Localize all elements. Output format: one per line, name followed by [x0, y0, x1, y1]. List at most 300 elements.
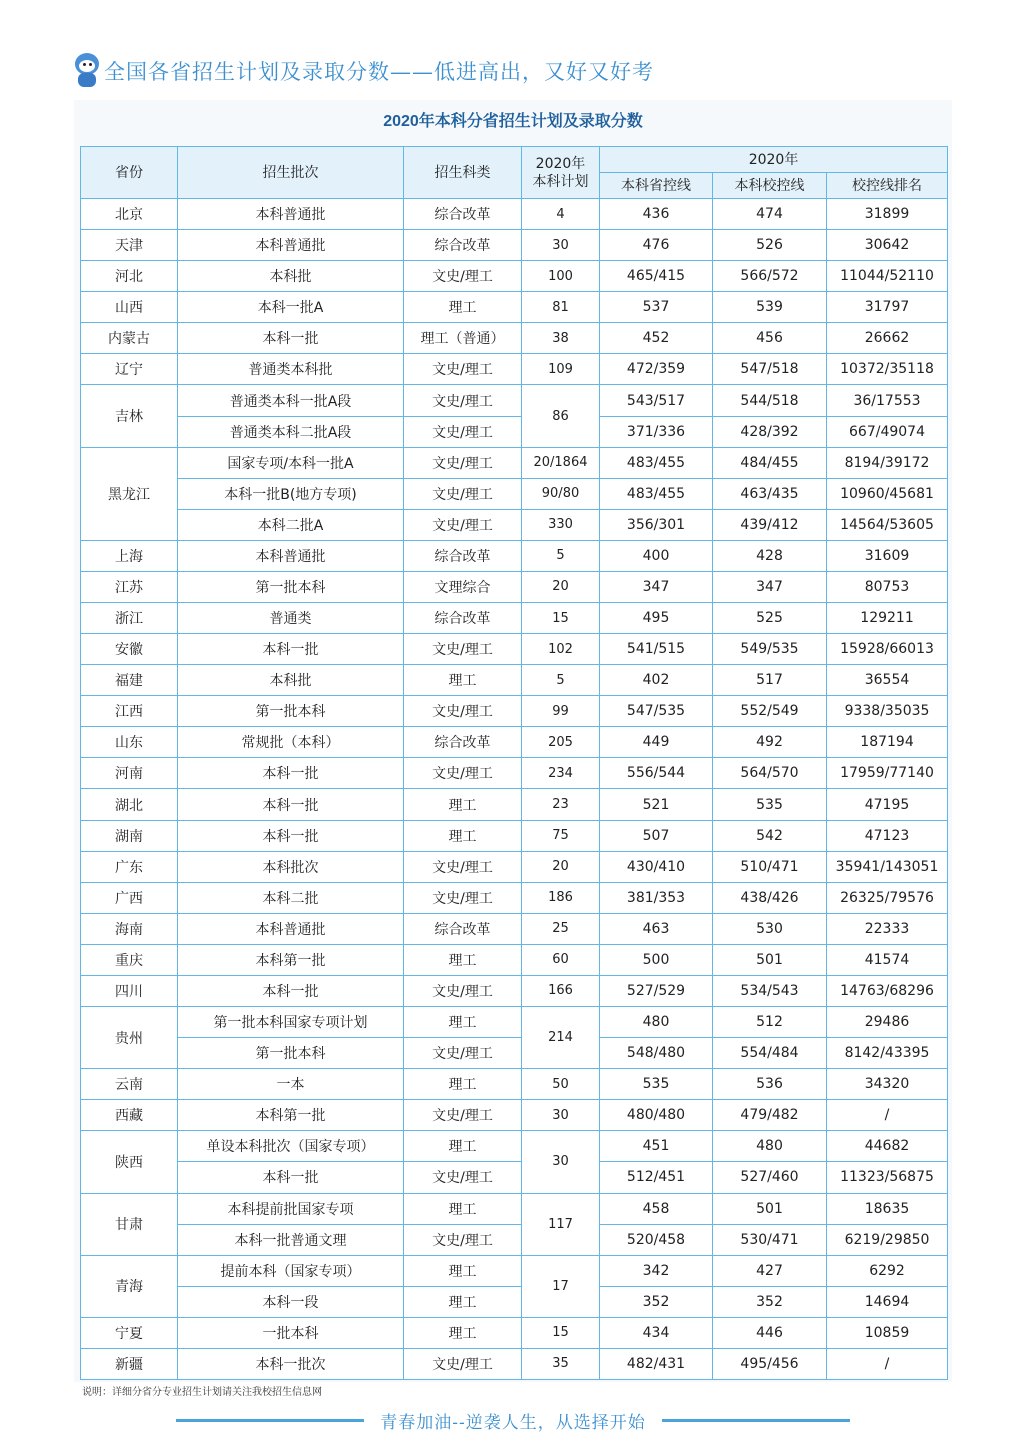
cell-school-line: 352 — [713, 1286, 827, 1317]
cell-prov-line: 548/480 — [600, 1038, 713, 1069]
cell-plan: 15 — [522, 603, 600, 634]
cell-province: 浙江 — [81, 603, 178, 634]
cell-rank: 18635 — [827, 1193, 948, 1224]
cell-plan: 166 — [522, 975, 600, 1006]
cell-rank: 47123 — [827, 820, 948, 851]
mascot-icon — [72, 51, 102, 91]
cell-rank: / — [827, 1100, 948, 1131]
footer-line-left — [176, 1419, 364, 1422]
cell-rank: 34320 — [827, 1069, 948, 1100]
cell-batch: 本科一批 — [178, 634, 404, 665]
table-row — [81, 1162, 948, 1193]
cell-prov-line: 352 — [600, 1286, 713, 1317]
cell-province: 江西 — [81, 696, 178, 727]
cell-plan: 30 — [522, 230, 600, 261]
table-row — [81, 292, 948, 323]
table-row — [81, 1100, 948, 1131]
cell-prov-line: 430/410 — [600, 851, 713, 882]
cell-plan: 86 — [522, 385, 600, 447]
cell-category: 理工 — [404, 1255, 522, 1286]
cell-school-line: 446 — [713, 1317, 827, 1348]
cell-prov-line: 371/336 — [600, 416, 713, 447]
cell-school-line: 549/535 — [713, 634, 827, 665]
cell-batch: 一本 — [178, 1069, 404, 1100]
cell-category: 文史/理工 — [404, 1038, 522, 1069]
cell-batch: 本科一批B(地方专项) — [178, 478, 404, 509]
cell-batch: 一批本科 — [178, 1317, 404, 1348]
cell-category: 文史/理工 — [404, 509, 522, 540]
table-row — [81, 975, 948, 1006]
cell-school-line: 536 — [713, 1069, 827, 1100]
table-row — [81, 820, 948, 851]
cell-school-line: 428 — [713, 540, 827, 571]
cell-batch: 普通类本科批 — [178, 354, 404, 385]
cell-category: 综合改革 — [404, 540, 522, 571]
cell-prov-line: 537 — [600, 292, 713, 323]
footnote: 说明：详细分省分专业招生计划请关注我校招生信息网 — [82, 1387, 322, 1398]
cell-prov-line: 495 — [600, 603, 713, 634]
cell-province: 西藏 — [81, 1100, 178, 1131]
cell-prov-line: 547/535 — [600, 696, 713, 727]
cell-rank: 129211 — [827, 603, 948, 634]
cell-plan: 30 — [522, 1131, 600, 1193]
cell-province: 黑龙江 — [81, 447, 178, 540]
table-row — [81, 540, 948, 571]
col-plan — [522, 147, 600, 199]
cell-plan: 214 — [522, 1007, 600, 1069]
cell-category: 文史/理工 — [404, 354, 522, 385]
cell-plan: 35 — [522, 1348, 600, 1379]
cell-rank: 8194/39172 — [827, 447, 948, 478]
cell-batch: 本科一批 — [178, 820, 404, 851]
cell-school-line: 542 — [713, 820, 827, 851]
cell-batch: 本科第一批 — [178, 944, 404, 975]
cell-batch: 本科提前批国家专项 — [178, 1193, 404, 1224]
cell-school-line: 501 — [713, 944, 827, 975]
cell-province: 山东 — [81, 727, 178, 758]
cell-plan: 20 — [522, 571, 600, 602]
cell-plan: 60 — [522, 944, 600, 975]
cell-prov-line: 535 — [600, 1069, 713, 1100]
cell-batch: 第一批本科 — [178, 571, 404, 602]
table-row — [81, 944, 948, 975]
cell-category: 文史/理工 — [404, 1162, 522, 1193]
cell-province: 广东 — [81, 851, 178, 882]
cell-school-line: 566/572 — [713, 261, 827, 292]
cell-batch: 本科一批次 — [178, 1348, 404, 1379]
cell-rank: 667/49074 — [827, 416, 948, 447]
cell-batch: 本科一批普通文理 — [178, 1224, 404, 1255]
cell-plan: 75 — [522, 820, 600, 851]
cell-school-line: 535 — [713, 789, 827, 820]
cell-rank: 8142/43395 — [827, 1038, 948, 1069]
cell-province: 四川 — [81, 975, 178, 1006]
cell-school-line: 439/412 — [713, 509, 827, 540]
cell-batch: 本科批 — [178, 665, 404, 696]
cell-prov-line: 434 — [600, 1317, 713, 1348]
cell-rank: 31609 — [827, 540, 948, 571]
admission-table — [80, 146, 948, 1380]
cell-rank: 26662 — [827, 323, 948, 354]
cell-batch: 本科一批A — [178, 292, 404, 323]
cell-school-line: 479/482 — [713, 1100, 827, 1131]
cell-category: 文史/理工 — [404, 1224, 522, 1255]
table-row — [81, 789, 948, 820]
cell-category: 理工 — [404, 292, 522, 323]
cell-rank: 80753 — [827, 571, 948, 602]
cell-plan: 234 — [522, 758, 600, 789]
cell-school-line: 427 — [713, 1255, 827, 1286]
table-row — [81, 1255, 948, 1286]
col-school-line: 本科校控线 — [713, 173, 827, 199]
table-row — [81, 385, 948, 416]
cell-plan: 30 — [522, 1100, 600, 1131]
cell-category: 文史/理工 — [404, 696, 522, 727]
cell-batch: 提前本科（国家专项） — [178, 1255, 404, 1286]
cell-prov-line: 520/458 — [600, 1224, 713, 1255]
cell-plan: 5 — [522, 540, 600, 571]
cell-prov-line: 356/301 — [600, 509, 713, 540]
cell-province: 辽宁 — [81, 354, 178, 385]
cell-rank: 35941/143051 — [827, 851, 948, 882]
cell-category: 文史/理工 — [404, 758, 522, 789]
cell-school-line: 517 — [713, 665, 827, 696]
table-row — [81, 323, 948, 354]
cell-batch: 国家专项/本科一批A — [178, 447, 404, 478]
cell-plan: 99 — [522, 696, 600, 727]
cell-plan: 205 — [522, 727, 600, 758]
cell-batch: 本科一批 — [178, 1162, 404, 1193]
cell-category: 文史/理工 — [404, 447, 522, 478]
cell-batch: 普通类本科一批A段 — [178, 385, 404, 416]
cell-school-line: 428/392 — [713, 416, 827, 447]
cell-rank: 10960/45681 — [827, 478, 948, 509]
cell-batch: 第一批本科 — [178, 696, 404, 727]
cell-category: 综合改革 — [404, 603, 522, 634]
cell-province: 重庆 — [81, 944, 178, 975]
cell-batch: 普通类本科二批A段 — [178, 416, 404, 447]
table-row — [81, 230, 948, 261]
cell-prov-line: 458 — [600, 1193, 713, 1224]
cell-plan: 100 — [522, 261, 600, 292]
cell-school-line: 463/435 — [713, 478, 827, 509]
cell-prov-line: 436 — [600, 199, 713, 230]
footer-line-right — [662, 1419, 850, 1422]
cell-batch: 单设本科批次（国家专项） — [178, 1131, 404, 1162]
cell-category: 综合改革 — [404, 199, 522, 230]
cell-category: 理工 — [404, 1317, 522, 1348]
cell-plan: 50 — [522, 1069, 600, 1100]
cell-batch: 本科普通批 — [178, 540, 404, 571]
cell-school-line: 530 — [713, 913, 827, 944]
cell-school-line: 554/484 — [713, 1038, 827, 1069]
cell-prov-line: 381/353 — [600, 882, 713, 913]
col-plan-year: 2020年 — [535, 155, 586, 172]
cell-province: 宁夏 — [81, 1317, 178, 1348]
cell-rank: 17959/77140 — [827, 758, 948, 789]
cell-province: 上海 — [81, 540, 178, 571]
col-rank: 校控线排名 — [827, 173, 948, 199]
cell-prov-line: 521 — [600, 789, 713, 820]
cell-school-line: 526 — [713, 230, 827, 261]
table-row — [81, 1131, 948, 1162]
cell-school-line: 501 — [713, 1193, 827, 1224]
table-row — [81, 1038, 948, 1069]
cell-rank: 22333 — [827, 913, 948, 944]
cell-batch: 本科一批 — [178, 323, 404, 354]
header-title: 全国各省招生计划及录取分数——低进高出，又好又好考 — [104, 60, 654, 84]
table-row — [81, 478, 948, 509]
cell-school-line: 474 — [713, 199, 827, 230]
cell-batch: 常规批（本科） — [178, 727, 404, 758]
cell-batch: 第一批本科 — [178, 1038, 404, 1069]
cell-prov-line: 543/517 — [600, 385, 713, 416]
cell-category: 理工（普通） — [404, 323, 522, 354]
cell-rank: 41574 — [827, 944, 948, 975]
cell-province: 江苏 — [81, 571, 178, 602]
cell-category: 文史/理工 — [404, 1348, 522, 1379]
table-row — [81, 882, 948, 913]
cell-school-line: 512 — [713, 1007, 827, 1038]
cell-province: 福建 — [81, 665, 178, 696]
cell-category: 文史/理工 — [404, 882, 522, 913]
cell-province: 甘肃 — [81, 1193, 178, 1255]
cell-prov-line: 556/544 — [600, 758, 713, 789]
cell-province: 北京 — [81, 199, 178, 230]
cell-rank: 6292 — [827, 1255, 948, 1286]
cell-province: 云南 — [81, 1069, 178, 1100]
cell-category: 综合改革 — [404, 913, 522, 944]
cell-rank: 14763/68296 — [827, 975, 948, 1006]
cell-batch: 第一批本科国家专项计划 — [178, 1007, 404, 1038]
table-row — [81, 1224, 948, 1255]
cell-school-line: 564/570 — [713, 758, 827, 789]
page-footer — [176, 1406, 850, 1434]
cell-province: 内蒙古 — [81, 323, 178, 354]
cell-batch: 本科批次 — [178, 851, 404, 882]
cell-school-line: 495/456 — [713, 1348, 827, 1379]
table-row — [81, 913, 948, 944]
cell-plan: 4 — [522, 199, 600, 230]
cell-batch: 本科普通批 — [178, 230, 404, 261]
table-row — [81, 261, 948, 292]
cell-rank: 9338/35035 — [827, 696, 948, 727]
cell-plan: 186 — [522, 882, 600, 913]
cell-school-line: 525 — [713, 603, 827, 634]
cell-category: 理工 — [404, 1131, 522, 1162]
cell-prov-line: 400 — [600, 540, 713, 571]
cell-batch: 普通类 — [178, 603, 404, 634]
cell-prov-line: 476 — [600, 230, 713, 261]
cell-rank: 31797 — [827, 292, 948, 323]
cell-prov-line: 472/359 — [600, 354, 713, 385]
cell-prov-line: 500 — [600, 944, 713, 975]
cell-plan: 15 — [522, 1317, 600, 1348]
cell-school-line: 552/549 — [713, 696, 827, 727]
table-row — [81, 1193, 948, 1224]
cell-prov-line: 452 — [600, 323, 713, 354]
cell-school-line: 492 — [713, 727, 827, 758]
cell-prov-line: 480/480 — [600, 1100, 713, 1131]
cell-rank: / — [827, 1348, 948, 1379]
cell-rank: 14694 — [827, 1286, 948, 1317]
cell-batch: 本科二批A — [178, 509, 404, 540]
cell-category: 理工 — [404, 1286, 522, 1317]
cell-prov-line: 342 — [600, 1255, 713, 1286]
cell-plan: 38 — [522, 323, 600, 354]
cell-rank: 26325/79576 — [827, 882, 948, 913]
page-header — [72, 48, 654, 94]
cell-province: 湖南 — [81, 820, 178, 851]
cell-rank: 14564/53605 — [827, 509, 948, 540]
cell-province: 天津 — [81, 230, 178, 261]
cell-prov-line: 463 — [600, 913, 713, 944]
cell-province: 广西 — [81, 882, 178, 913]
cell-school-line: 456 — [713, 323, 827, 354]
cell-rank: 31899 — [827, 199, 948, 230]
cell-rank: 10859 — [827, 1317, 948, 1348]
table-row — [81, 1348, 948, 1379]
cell-province: 海南 — [81, 913, 178, 944]
cell-category: 文理综合 — [404, 571, 522, 602]
cell-category: 理工 — [404, 944, 522, 975]
cell-prov-line: 482/431 — [600, 1348, 713, 1379]
cell-province: 安徽 — [81, 634, 178, 665]
col-prov-line: 本科省控线 — [600, 173, 713, 199]
col-province: 省份 — [81, 147, 178, 199]
cell-plan: 25 — [522, 913, 600, 944]
cell-prov-line: 512/451 — [600, 1162, 713, 1193]
cell-prov-line: 480 — [600, 1007, 713, 1038]
table-row — [81, 665, 948, 696]
col-category: 招生科类 — [404, 147, 522, 199]
cell-school-line: 347 — [713, 571, 827, 602]
cell-rank: 15928/66013 — [827, 634, 948, 665]
table-row — [81, 416, 948, 447]
table-row — [81, 634, 948, 665]
cell-category: 综合改革 — [404, 727, 522, 758]
cell-category: 理工 — [404, 1007, 522, 1038]
col-batch: 招生批次 — [178, 147, 404, 199]
cell-plan: 102 — [522, 634, 600, 665]
table-row — [81, 447, 948, 478]
cell-prov-line: 451 — [600, 1131, 713, 1162]
cell-batch: 本科一批 — [178, 758, 404, 789]
cell-batch: 本科一批 — [178, 789, 404, 820]
cell-school-line: 539 — [713, 292, 827, 323]
cell-plan: 5 — [522, 665, 600, 696]
cell-category: 文史/理工 — [404, 634, 522, 665]
cell-school-line: 510/471 — [713, 851, 827, 882]
cell-plan: 330 — [522, 509, 600, 540]
cell-plan: 81 — [522, 292, 600, 323]
cell-category: 文史/理工 — [404, 1100, 522, 1131]
cell-prov-line: 541/515 — [600, 634, 713, 665]
cell-category: 文史/理工 — [404, 261, 522, 292]
cell-prov-line: 507 — [600, 820, 713, 851]
cell-rank: 6219/29850 — [827, 1224, 948, 1255]
cell-prov-line: 347 — [600, 571, 713, 602]
cell-plan: 117 — [522, 1193, 600, 1255]
cell-category: 理工 — [404, 820, 522, 851]
cell-plan: 17 — [522, 1255, 600, 1317]
cell-school-line: 438/426 — [713, 882, 827, 913]
cell-category: 理工 — [404, 665, 522, 696]
footer-slogan: 青春加油--逆袭人生，从选择开始 — [380, 1412, 646, 1433]
cell-school-line: 484/455 — [713, 447, 827, 478]
cell-batch: 本科第一批 — [178, 1100, 404, 1131]
cell-province: 新疆 — [81, 1348, 178, 1379]
table-row — [81, 727, 948, 758]
cell-rank: 29486 — [827, 1007, 948, 1038]
col-plan-label: 本科计划 — [532, 173, 589, 190]
table-row — [81, 851, 948, 882]
cell-school-line: 547/518 — [713, 354, 827, 385]
table-row — [81, 509, 948, 540]
cell-province: 湖北 — [81, 789, 178, 820]
cell-province: 青海 — [81, 1255, 178, 1317]
cell-rank: 36554 — [827, 665, 948, 696]
cell-plan: 90/80 — [522, 478, 600, 509]
cell-category: 综合改革 — [404, 230, 522, 261]
table-row — [81, 1317, 948, 1348]
cell-prov-line: 402 — [600, 665, 713, 696]
table-row — [81, 758, 948, 789]
cell-rank: 47195 — [827, 789, 948, 820]
table-row — [81, 603, 948, 634]
cell-rank: 10372/35118 — [827, 354, 948, 385]
cell-province: 山西 — [81, 292, 178, 323]
cell-province: 河南 — [81, 758, 178, 789]
cell-category: 文史/理工 — [404, 385, 522, 416]
cell-rank: 11044/52110 — [827, 261, 948, 292]
cell-batch: 本科一批 — [178, 975, 404, 1006]
cell-prov-line: 449 — [600, 727, 713, 758]
cell-category: 文史/理工 — [404, 416, 522, 447]
cell-province: 陕西 — [81, 1131, 178, 1193]
cell-prov-line: 483/455 — [600, 447, 713, 478]
table-row — [81, 199, 948, 230]
cell-rank: 187194 — [827, 727, 948, 758]
cell-prov-line: 465/415 — [600, 261, 713, 292]
cell-category: 理工 — [404, 789, 522, 820]
table-row — [81, 1007, 948, 1038]
cell-plan: 109 — [522, 354, 600, 385]
cell-plan: 20 — [522, 851, 600, 882]
cell-rank: 36/17553 — [827, 385, 948, 416]
cell-batch: 本科二批 — [178, 882, 404, 913]
cell-batch: 本科批 — [178, 261, 404, 292]
cell-batch: 本科普通批 — [178, 199, 404, 230]
cell-category: 文史/理工 — [404, 851, 522, 882]
cell-category: 理工 — [404, 1193, 522, 1224]
cell-school-line: 527/460 — [713, 1162, 827, 1193]
col-score-year: 2020年 — [600, 147, 948, 173]
cell-school-line: 480 — [713, 1131, 827, 1162]
table-body — [81, 199, 948, 1380]
cell-rank: 11323/56875 — [827, 1162, 948, 1193]
table-row — [81, 696, 948, 727]
table-title: 2020年本科分省招生计划及录取分数 — [383, 113, 643, 130]
cell-school-line: 534/543 — [713, 975, 827, 1006]
cell-batch: 本科一段 — [178, 1286, 404, 1317]
table-row — [81, 1069, 948, 1100]
cell-batch: 本科普通批 — [178, 913, 404, 944]
table-row — [81, 571, 948, 602]
cell-province: 吉林 — [81, 385, 178, 447]
cell-category: 文史/理工 — [404, 478, 522, 509]
table-row — [81, 1286, 948, 1317]
